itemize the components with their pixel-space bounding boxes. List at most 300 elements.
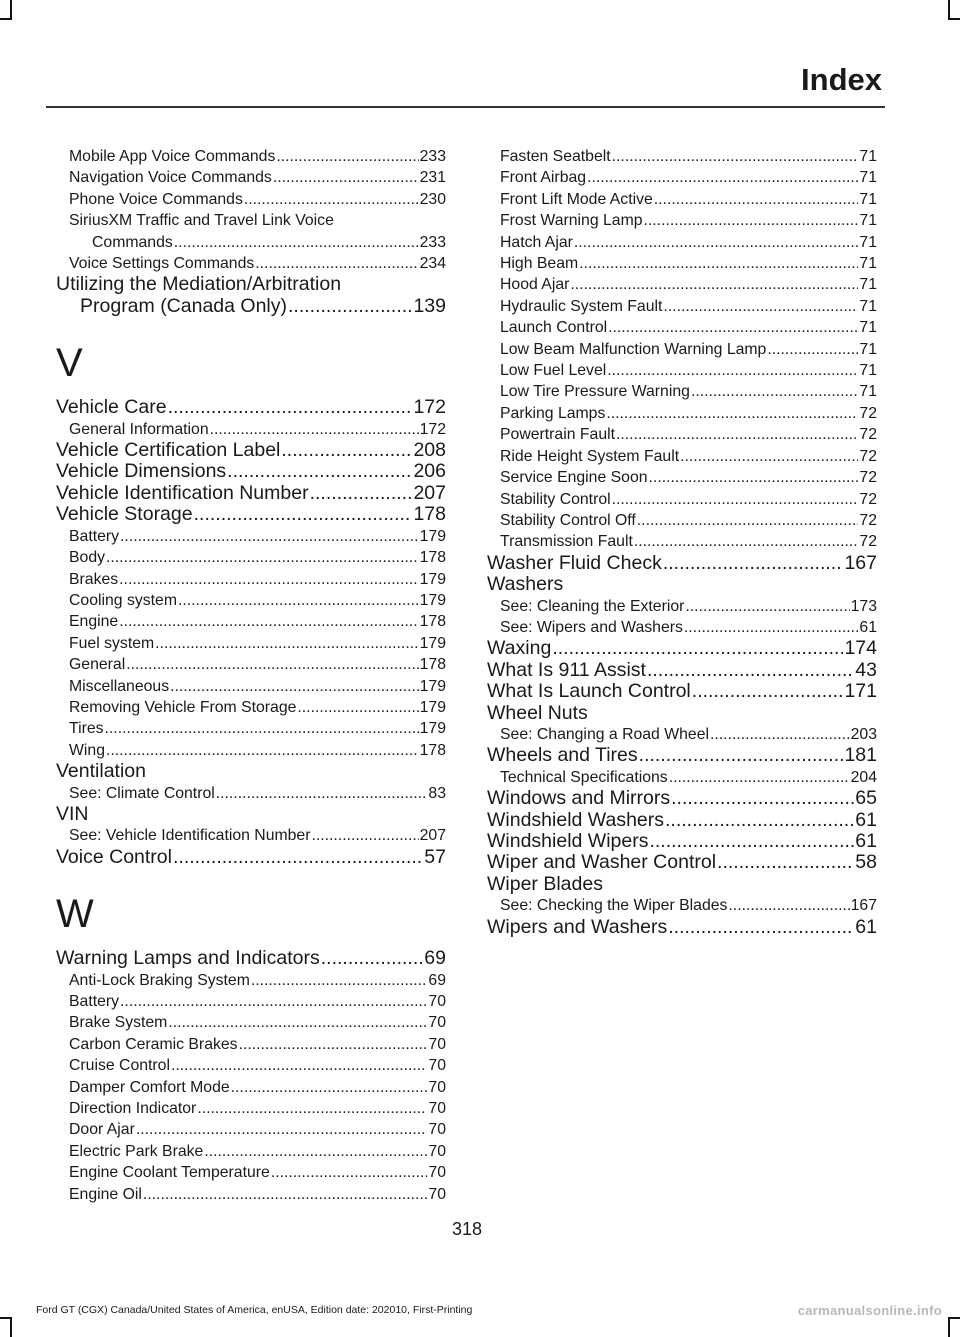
entry-page-number: 61 bbox=[855, 915, 877, 938]
index-entry bbox=[56, 504, 446, 525]
entry-page-number: 70 bbox=[428, 1121, 446, 1139]
index-heading: Utilizing the Mediation/Arbitration bbox=[56, 273, 342, 296]
dot-leader bbox=[155, 633, 418, 654]
entry-label: Warning Lamps and Indicators bbox=[56, 947, 320, 970]
dot-leader bbox=[281, 440, 412, 461]
index-subentry bbox=[487, 146, 877, 167]
index-subentry bbox=[56, 146, 446, 167]
entry-label: Low Fuel Level bbox=[500, 362, 607, 380]
index-entry bbox=[487, 553, 877, 574]
entry-page-number: 61 bbox=[859, 618, 877, 636]
index-subentry bbox=[56, 167, 446, 188]
index-subentry bbox=[56, 1077, 446, 1098]
entry-label: Front Lift Mode Active bbox=[500, 190, 653, 208]
entry-page-number: 179 bbox=[419, 677, 446, 695]
index-subentry bbox=[487, 317, 877, 338]
index-subentry bbox=[487, 617, 877, 638]
index-subentry bbox=[56, 526, 446, 547]
entry-label: Hydraulic System Fault bbox=[500, 297, 663, 315]
entry-page-number: 179 bbox=[419, 720, 446, 738]
dot-leader bbox=[297, 697, 418, 718]
entry-page-number: 72 bbox=[859, 426, 877, 444]
entry-label: Cruise Control bbox=[69, 1057, 170, 1075]
dot-leader bbox=[119, 569, 418, 590]
index-entry bbox=[487, 917, 877, 938]
entry-page-number: 233 bbox=[419, 233, 446, 251]
entry-page-number: 69 bbox=[424, 947, 446, 970]
dot-leader bbox=[288, 296, 412, 317]
entry-page-number: 71 bbox=[859, 383, 877, 401]
index-subentry bbox=[56, 1162, 446, 1183]
entry-label: Tires bbox=[69, 720, 104, 738]
index-subentry bbox=[487, 189, 877, 210]
crop-mark-top-right-horizontal bbox=[948, 18, 960, 20]
entry-label: Carbon Ceramic Brakes bbox=[69, 1035, 238, 1053]
dot-leader bbox=[271, 1162, 428, 1183]
entry-label: Launch Control bbox=[500, 319, 608, 337]
index-subentry bbox=[487, 339, 877, 360]
index-subentry bbox=[487, 360, 877, 381]
entry-page-number: 179 bbox=[419, 527, 446, 545]
entry-label: Program (Canada Only) bbox=[80, 294, 287, 317]
dot-leader bbox=[120, 526, 419, 547]
entry-label: Service Engine Soon bbox=[500, 469, 648, 487]
entry-page-number: 71 bbox=[859, 276, 877, 294]
dot-leader bbox=[608, 317, 858, 338]
crop-mark-top-left bbox=[10, 0, 12, 18]
entry-page-number: 70 bbox=[428, 1035, 446, 1053]
index-subentry bbox=[487, 895, 877, 916]
index-column-right bbox=[487, 146, 877, 938]
dot-leader bbox=[607, 360, 858, 381]
index-subentry bbox=[56, 1119, 446, 1140]
entry-label: Vehicle Care bbox=[56, 396, 167, 419]
entry-label: What Is Launch Control bbox=[487, 680, 691, 703]
dot-leader bbox=[231, 1077, 428, 1098]
entry-page-number: 72 bbox=[859, 469, 877, 487]
entry-label: Transmission Fault bbox=[500, 533, 633, 551]
index-subentry bbox=[56, 189, 446, 210]
index-subentry-continuation bbox=[56, 232, 446, 253]
dot-leader bbox=[663, 553, 844, 574]
entry-page-number: 167 bbox=[844, 551, 877, 574]
index-subentry bbox=[56, 1012, 446, 1033]
crop-mark-top-right bbox=[948, 0, 950, 18]
entry-page-number: 65 bbox=[855, 787, 877, 810]
index-subentry bbox=[56, 991, 446, 1012]
index-subentry bbox=[56, 654, 446, 675]
entry-page-number: 181 bbox=[844, 744, 877, 767]
crop-mark-bottom-left bbox=[10, 1319, 12, 1337]
entry-page-number: 174 bbox=[844, 637, 877, 660]
index-subentry bbox=[487, 403, 877, 424]
entry-page-number: 72 bbox=[859, 511, 877, 529]
entry-label: Phone Voice Commands bbox=[69, 190, 243, 208]
index-subentry bbox=[487, 446, 877, 467]
entry-page-number: 231 bbox=[419, 169, 446, 187]
index-subentry bbox=[487, 767, 877, 788]
entry-page-number: 178 bbox=[419, 613, 446, 631]
dot-leader bbox=[106, 547, 419, 568]
entry-page-number: 71 bbox=[859, 255, 877, 273]
dot-leader bbox=[173, 847, 423, 868]
entry-label: Engine Coolant Temperature bbox=[69, 1164, 270, 1182]
index-subentry bbox=[56, 676, 446, 697]
dot-leader bbox=[612, 489, 859, 510]
entry-label: Vehicle Storage bbox=[56, 503, 193, 526]
entry-page-number: 179 bbox=[419, 634, 446, 652]
index-entry bbox=[56, 948, 446, 969]
entry-label: Vehicle Identification Number bbox=[56, 481, 309, 504]
entry-label: General bbox=[69, 656, 126, 674]
entry-label: Wing bbox=[69, 741, 105, 759]
index-column-left bbox=[56, 146, 446, 1205]
entry-page-number: 70 bbox=[428, 993, 446, 1010]
index-heading: Ventilation bbox=[56, 760, 146, 783]
entry-label: Direction Indicator bbox=[69, 1100, 197, 1118]
entry-label: Voice Settings Commands bbox=[69, 255, 255, 273]
dot-leader bbox=[143, 1184, 428, 1205]
entry-label: Mobile App Voice Commands bbox=[69, 148, 276, 165]
entry-label: Washer Fluid Check bbox=[487, 551, 662, 574]
index-subentry-text: SiriusXM Traffic and Travel Link Voice bbox=[69, 212, 334, 230]
entry-page-number: 207 bbox=[419, 827, 446, 845]
index-subentry bbox=[487, 274, 877, 295]
index-subentry bbox=[56, 740, 446, 761]
entry-label: Anti-Lock Braking System bbox=[69, 971, 250, 989]
index-subentry bbox=[56, 718, 446, 739]
entry-page-number: 179 bbox=[419, 591, 446, 609]
entry-label: Wheels and Tires bbox=[487, 744, 638, 767]
index-subentry bbox=[56, 590, 446, 611]
entry-label: Vehicle Certification Label bbox=[56, 439, 281, 462]
index-entry bbox=[487, 831, 877, 852]
index-heading: VIN bbox=[56, 802, 89, 825]
index-entry bbox=[56, 847, 446, 868]
entry-page-number: 139 bbox=[413, 294, 446, 317]
dot-leader bbox=[310, 483, 413, 504]
entry-label: What Is 911 Assist bbox=[487, 658, 646, 681]
entry-page-number: 179 bbox=[419, 698, 446, 716]
index-entry bbox=[487, 745, 877, 766]
entry-label: See: Changing a Road Wheel bbox=[500, 725, 710, 743]
entry-label: Engine bbox=[69, 613, 119, 631]
index-subentry bbox=[56, 569, 446, 590]
entry-label: Commands bbox=[92, 233, 173, 251]
entry-page-number: 72 bbox=[859, 447, 877, 465]
index-subentry bbox=[487, 531, 877, 552]
entry-page-number: 234 bbox=[419, 255, 446, 273]
index-subentry bbox=[487, 510, 877, 531]
entry-label: Frost Warning Lamp bbox=[500, 212, 643, 230]
entry-page-number: 70 bbox=[428, 1078, 446, 1096]
edition-footer: Ford GT (CGX) Canada/United States of America, enUSA, Edition date: 202010, First-Printing bbox=[36, 1304, 473, 1316]
crop-mark-top-left-horizontal bbox=[0, 18, 12, 20]
entry-label: Electric Park Brake bbox=[69, 1142, 204, 1160]
entry-label: Wipers and Washers bbox=[487, 915, 668, 938]
index-subentry bbox=[56, 1034, 446, 1055]
entry-label: Body bbox=[69, 549, 106, 567]
index-subentry bbox=[56, 611, 446, 632]
entry-page-number: 70 bbox=[428, 1100, 446, 1118]
dot-leader bbox=[194, 504, 413, 525]
index-subentry bbox=[487, 489, 877, 510]
index-subentry bbox=[56, 1184, 446, 1205]
entry-page-number: 71 bbox=[859, 212, 877, 230]
entry-label: Engine Oil bbox=[69, 1185, 142, 1203]
entry-label: Navigation Voice Commands bbox=[69, 169, 272, 187]
entry-label: Battery bbox=[69, 993, 120, 1010]
dot-leader bbox=[321, 948, 424, 969]
entry-label: Removing Vehicle From Storage bbox=[69, 698, 297, 716]
dot-leader bbox=[612, 146, 859, 167]
entry-label: Fasten Seatbelt bbox=[500, 148, 611, 165]
dot-leader bbox=[120, 991, 427, 1012]
dot-leader bbox=[669, 767, 850, 788]
entry-page-number: 206 bbox=[413, 460, 446, 483]
entry-label: Stability Control Off bbox=[500, 511, 636, 529]
entry-page-number: 167 bbox=[850, 897, 877, 915]
entry-page-number: 72 bbox=[859, 490, 877, 508]
index-subentry bbox=[56, 825, 446, 846]
dot-leader bbox=[637, 510, 859, 531]
entry-page-number: 71 bbox=[859, 169, 877, 187]
index-subentry bbox=[56, 697, 446, 718]
entry-label: Vehicle Dimensions bbox=[56, 460, 227, 483]
entry-page-number: 71 bbox=[859, 233, 877, 251]
entry-page-number: 179 bbox=[419, 570, 446, 588]
crop-mark-bottom-right bbox=[948, 1319, 950, 1337]
entry-label: Brakes bbox=[69, 570, 119, 588]
index-entry bbox=[487, 638, 877, 659]
index-subentry bbox=[487, 296, 877, 317]
page-title: Index bbox=[801, 62, 882, 97]
dot-leader bbox=[717, 852, 854, 873]
entry-page-number: 71 bbox=[859, 297, 877, 315]
entry-label: Windshield Washers bbox=[487, 808, 665, 831]
crop-mark-bottom-right-horizontal bbox=[948, 1317, 960, 1319]
entry-label: Waxing bbox=[487, 637, 552, 660]
dot-leader bbox=[616, 424, 858, 445]
index-subentry bbox=[487, 467, 877, 488]
index-subentry bbox=[487, 167, 877, 188]
dot-leader bbox=[170, 676, 419, 697]
dot-leader bbox=[136, 1119, 428, 1140]
entry-label: Wiper and Washer Control bbox=[487, 851, 717, 874]
entry-label: Door Ajar bbox=[69, 1121, 135, 1139]
dot-leader bbox=[574, 232, 859, 253]
index-letter-heading: V bbox=[56, 341, 83, 386]
entry-label: General Information bbox=[69, 420, 209, 438]
crop-mark-bottom-left-horizontal bbox=[0, 1317, 12, 1319]
entry-page-number: 71 bbox=[859, 190, 877, 208]
dot-leader bbox=[767, 339, 858, 360]
entry-label: Technical Specifications bbox=[500, 768, 668, 786]
dot-leader bbox=[692, 681, 844, 702]
dot-leader bbox=[255, 253, 418, 274]
index-heading: Washers bbox=[487, 573, 564, 596]
entry-label: See: Cleaning the Exterior bbox=[500, 597, 685, 615]
entry-label: Brake System bbox=[69, 1014, 168, 1032]
dot-leader bbox=[644, 210, 859, 231]
entry-label: Hood Ajar bbox=[500, 276, 570, 294]
dot-leader bbox=[311, 825, 418, 846]
dot-leader bbox=[671, 788, 854, 809]
index-heading: Wiper Blades bbox=[487, 872, 603, 895]
index-entry bbox=[487, 681, 877, 702]
entry-page-number: 71 bbox=[859, 362, 877, 380]
entry-label: Front Airbag bbox=[500, 169, 587, 187]
index-subentry bbox=[56, 783, 446, 804]
index-subentry bbox=[56, 970, 446, 991]
entry-label: Windshield Wipers bbox=[487, 830, 649, 852]
dot-leader bbox=[174, 232, 419, 253]
index-entry bbox=[56, 397, 446, 418]
entry-page-number: 172 bbox=[419, 420, 446, 438]
entry-label: High Beam bbox=[500, 255, 579, 273]
entry-page-number: 204 bbox=[850, 768, 877, 786]
entry-page-number: 70 bbox=[428, 1057, 446, 1075]
dot-leader bbox=[606, 403, 858, 424]
entry-label: Parking Lamps bbox=[500, 404, 606, 422]
dot-leader bbox=[710, 724, 850, 745]
index-entry bbox=[56, 461, 446, 482]
entry-page-number: 70 bbox=[428, 1164, 446, 1182]
entry-page-number: 178 bbox=[413, 503, 446, 526]
page-number: 318 bbox=[451, 1219, 483, 1239]
entry-page-number: 72 bbox=[859, 533, 877, 551]
entry-page-number: 71 bbox=[859, 319, 877, 337]
index-subentry bbox=[487, 210, 877, 231]
entry-label: See: Climate Control bbox=[69, 784, 215, 802]
dot-leader bbox=[276, 146, 418, 167]
dot-leader bbox=[168, 1012, 427, 1033]
dot-leader bbox=[197, 1098, 427, 1119]
entry-page-number: 70 bbox=[428, 1142, 446, 1160]
index-subentry bbox=[487, 724, 877, 745]
entry-page-number: 171 bbox=[844, 680, 877, 703]
entry-page-number: 208 bbox=[413, 439, 446, 462]
dot-leader bbox=[570, 274, 858, 295]
entry-label: Ride Height System Fault bbox=[500, 447, 680, 465]
dot-leader bbox=[105, 718, 419, 739]
dot-leader bbox=[244, 189, 419, 210]
index-subentry bbox=[487, 596, 877, 617]
entry-label: Fuel system bbox=[69, 634, 155, 652]
dot-leader bbox=[178, 590, 419, 611]
index-subentry bbox=[56, 1098, 446, 1119]
dot-leader bbox=[251, 970, 428, 991]
index-subentry bbox=[56, 1141, 446, 1162]
entry-page-number: 61 bbox=[855, 830, 877, 852]
entry-label: Voice Control bbox=[56, 845, 172, 868]
dot-leader bbox=[168, 397, 413, 418]
entry-page-number: 57 bbox=[424, 845, 446, 868]
index-subentry bbox=[56, 419, 446, 440]
dot-leader bbox=[126, 654, 418, 675]
dot-leader bbox=[106, 740, 419, 761]
entry-page-number: 71 bbox=[859, 148, 877, 165]
dot-leader bbox=[227, 461, 412, 482]
entry-label: Powertrain Fault bbox=[500, 426, 616, 444]
index-entry bbox=[487, 810, 877, 831]
entry-page-number: 230 bbox=[419, 190, 446, 208]
header-rule bbox=[46, 106, 885, 108]
entry-page-number: 61 bbox=[855, 808, 877, 831]
index-entry bbox=[56, 440, 446, 461]
dot-leader bbox=[668, 917, 854, 938]
dot-leader bbox=[204, 1141, 427, 1162]
dot-leader bbox=[210, 419, 419, 440]
dot-leader bbox=[579, 253, 858, 274]
index-subentry bbox=[487, 424, 877, 445]
index-subentry bbox=[487, 381, 877, 402]
entry-page-number: 69 bbox=[428, 971, 446, 989]
entry-page-number: 178 bbox=[419, 741, 446, 759]
entry-label: Miscellaneous bbox=[69, 677, 170, 695]
entry-page-number: 173 bbox=[850, 597, 877, 615]
index-entry-continuation bbox=[56, 296, 446, 317]
dot-leader bbox=[587, 167, 858, 188]
entry-label: See: Vehicle Identification Number bbox=[69, 827, 311, 845]
dot-leader bbox=[273, 167, 419, 188]
entry-page-number: 70 bbox=[428, 1185, 446, 1203]
index-entry bbox=[487, 852, 877, 873]
dot-leader bbox=[649, 467, 859, 488]
entry-page-number: 233 bbox=[419, 148, 446, 165]
entry-page-number: 71 bbox=[859, 340, 877, 358]
entry-label: Low Tire Pressure Warning bbox=[500, 383, 690, 401]
dot-leader bbox=[663, 296, 858, 317]
dot-leader bbox=[216, 783, 428, 804]
index-entry bbox=[487, 788, 877, 809]
dot-leader bbox=[552, 638, 843, 659]
dot-leader bbox=[239, 1034, 428, 1055]
dot-leader bbox=[649, 831, 854, 852]
dot-leader bbox=[680, 446, 858, 467]
entry-label: Cooling system bbox=[69, 591, 177, 609]
entry-page-number: 72 bbox=[859, 404, 877, 422]
entry-label: Battery bbox=[69, 527, 120, 545]
entry-page-number: 172 bbox=[413, 396, 446, 419]
dot-leader bbox=[639, 745, 844, 766]
dot-leader bbox=[119, 611, 418, 632]
dot-leader bbox=[684, 617, 859, 638]
dot-leader bbox=[171, 1055, 427, 1076]
index-subentry bbox=[56, 633, 446, 654]
entry-page-number: 207 bbox=[413, 481, 446, 504]
dot-leader bbox=[647, 660, 854, 681]
index-subentry bbox=[487, 253, 877, 274]
entry-label: See: Checking the Wiper Blades bbox=[500, 897, 728, 915]
entry-page-number: 83 bbox=[428, 784, 446, 802]
watermark: carmanualsonline.info bbox=[797, 1303, 942, 1318]
entry-label: Stability Control bbox=[500, 490, 611, 508]
index-entry bbox=[487, 660, 877, 681]
dot-leader bbox=[654, 189, 859, 210]
index-subentry bbox=[56, 547, 446, 568]
index-subentry bbox=[56, 253, 446, 274]
dot-leader bbox=[728, 895, 849, 916]
entry-label: Hatch Ajar bbox=[500, 233, 573, 251]
dot-leader bbox=[634, 531, 859, 552]
index-heading: Wheel Nuts bbox=[487, 701, 588, 724]
dot-leader bbox=[691, 381, 858, 402]
index-entry bbox=[56, 483, 446, 504]
entry-page-number: 58 bbox=[855, 851, 877, 874]
dot-leader bbox=[665, 810, 854, 831]
entry-page-number: 43 bbox=[855, 658, 877, 681]
